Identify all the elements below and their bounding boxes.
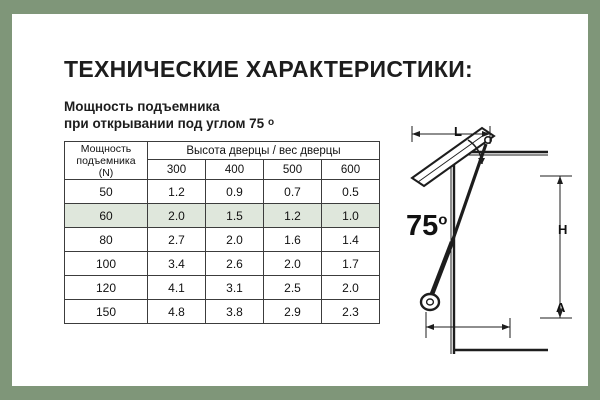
- cell-value: 2.0: [148, 204, 206, 228]
- table-head: [65, 142, 380, 180]
- cell-value: 4.1: [148, 276, 206, 300]
- cell-value: 2.0: [322, 276, 380, 300]
- white-card: [12, 14, 588, 386]
- header-power: [65, 142, 148, 180]
- cell-value: 3.1: [206, 276, 264, 300]
- page-title: ТЕХНИЧЕСКИЕ ХАРАКТЕРИСТИКИ:: [64, 56, 473, 82]
- subtitle-line-2: [64, 115, 274, 132]
- cell-value: 2.7: [148, 228, 206, 252]
- cell-power: 80: [65, 228, 148, 252]
- header-height-400: 400: [206, 160, 264, 180]
- specs-table: [64, 141, 380, 324]
- subtitle-line-2-text: при открывании под углом 75: [64, 116, 265, 131]
- table-row: [65, 276, 380, 300]
- cell-value: 1.6: [264, 228, 322, 252]
- cell-value: 2.9: [264, 300, 322, 324]
- cell-value: 0.9: [206, 180, 264, 204]
- table-row: [65, 252, 380, 276]
- cell-value: 0.7: [264, 180, 322, 204]
- cell-value: 2.3: [322, 300, 380, 324]
- cell-value: 1.0: [322, 204, 380, 228]
- header-power-line-3: (N): [98, 166, 114, 179]
- cell-value: 3.4: [148, 252, 206, 276]
- table-body: [65, 180, 380, 324]
- cell-value: 2.0: [206, 228, 264, 252]
- cell-value: 1.5: [206, 204, 264, 228]
- header-power-line-2: подъемника: [76, 154, 136, 167]
- table-header-row-1: [65, 142, 380, 160]
- cell-power: 120: [65, 276, 148, 300]
- angle-unit: o: [438, 211, 448, 229]
- cell-power: 150: [65, 300, 148, 324]
- header-door-span: Высота дверцы / вес дверцы: [148, 142, 380, 160]
- header-height-600: 600: [322, 160, 380, 180]
- subtitle-line-1: Мощность подъемника: [64, 99, 220, 114]
- dimension-label-a: A: [556, 300, 566, 315]
- angle-value: 75: [406, 210, 439, 242]
- cell-value: 0.5: [322, 180, 380, 204]
- cell-value: 1.2: [264, 204, 322, 228]
- dimension-label-l: L: [454, 124, 462, 139]
- dimension-label-h: H: [558, 222, 568, 237]
- specs-table-wrapper: [64, 141, 380, 324]
- cell-power: 60: [65, 204, 148, 228]
- cell-value: 2.6: [206, 252, 264, 276]
- header-height-500: 500: [264, 160, 322, 180]
- cell-value: 2.5: [264, 276, 322, 300]
- degree-symbol: о: [267, 117, 275, 128]
- lift-diagram: [390, 122, 590, 362]
- cell-value: 1.7: [322, 252, 380, 276]
- cell-power: 100: [65, 252, 148, 276]
- cell-value: 1.2: [148, 180, 206, 204]
- table-row-highlighted: [65, 204, 380, 228]
- subtitle: [64, 98, 274, 132]
- table-row: [65, 180, 380, 204]
- cell-value: 3.8: [206, 300, 264, 324]
- table-row: [65, 300, 380, 324]
- angle-label: [406, 210, 447, 243]
- cell-power: 50: [65, 180, 148, 204]
- cell-value: 4.8: [148, 300, 206, 324]
- table-row: [65, 228, 380, 252]
- header-power-line-1: Мощность: [80, 142, 132, 155]
- cell-value: 1.4: [322, 228, 380, 252]
- cell-value: 2.0: [264, 252, 322, 276]
- header-height-300: 300: [148, 160, 206, 180]
